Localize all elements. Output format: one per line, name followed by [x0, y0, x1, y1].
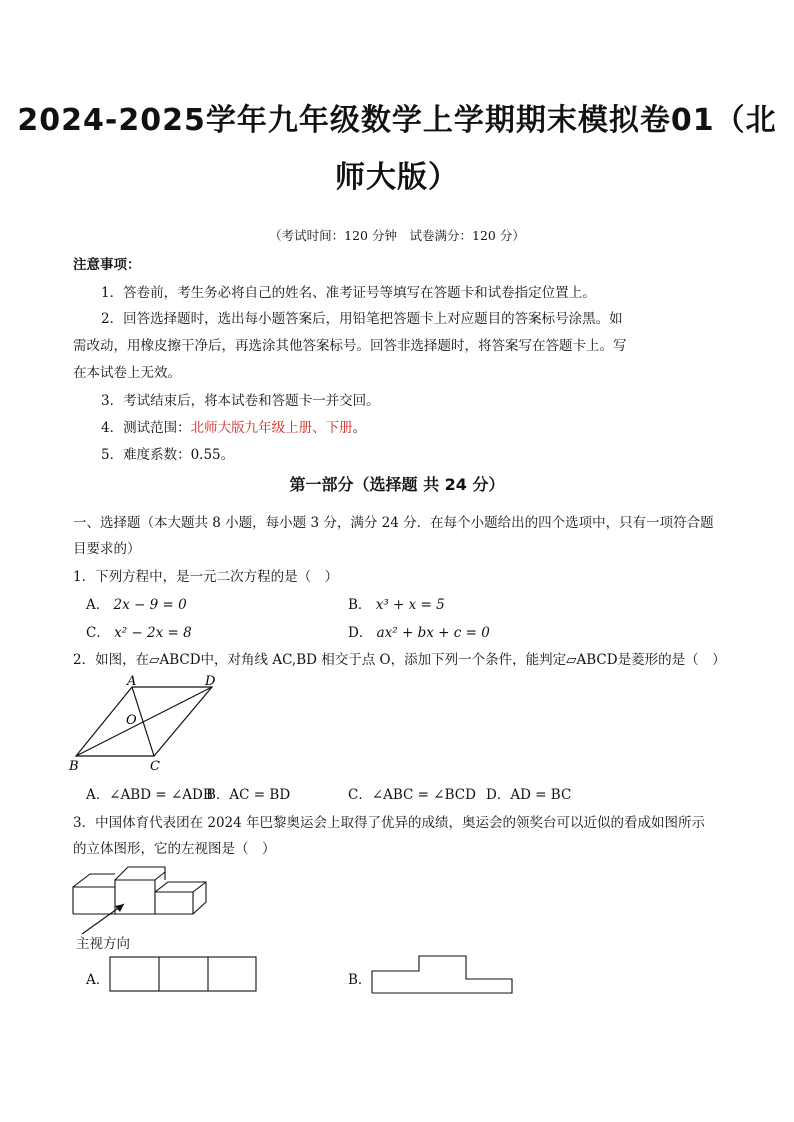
- section-intro-line1: 一、选择题（本大题共 8 小题，每小题 3 分，满分 24 分．在每个小题给出的四个选项中，只有一项符合题: [73, 515, 714, 531]
- notice-item-3: 3．考试结束后，将本试卷和答题卡一并交回。: [101, 393, 380, 409]
- notice-heading: 注意事项：: [73, 257, 141, 273]
- q1-option-c-text: x² − 2x = 8: [114, 625, 192, 641]
- vertex-d-label: D: [205, 674, 216, 689]
- q1-option-c-label: C．: [86, 625, 110, 641]
- q2-option-d: D．AD = BC: [486, 787, 572, 803]
- q1-option-d-text: ax² + bx + c = 0: [376, 625, 490, 641]
- q3-option-a-label: A．: [86, 972, 110, 988]
- q1-option-b-label: B．: [348, 597, 372, 613]
- notice-item-4-prefix: 4．测试范围：: [101, 420, 191, 436]
- page-title-line2: 师大版）: [335, 160, 459, 195]
- q1-option-a-text: 2x − 9 = 0: [113, 597, 187, 613]
- q1-option-d: [348, 621, 490, 641]
- notice-item-4: [101, 416, 366, 436]
- arrow-head: [115, 904, 124, 912]
- notice-item-2-line3: 在本试卷上无效。: [73, 365, 181, 381]
- parallelogram-figure: [66, 674, 236, 774]
- vertex-a-label: A: [127, 674, 137, 689]
- section-intro-line2: 目要求的）: [73, 541, 141, 557]
- q3-stem-line2: 的立体图形，它的左视图是（ ）: [73, 841, 276, 857]
- q1-option-c: [86, 621, 192, 641]
- center-o-label: O: [126, 713, 137, 728]
- podium-3d-figure: [70, 862, 220, 942]
- q2-option-c: C．∠ABC = ∠BCD: [348, 787, 476, 803]
- notice-item-2-line1: 2．回答选择题时，选出每小题答案后，用铅笔把答题卡上对应题目的答案标号涂黑。如: [101, 311, 623, 327]
- q3-stem-line1: 3．中国体育代表团在 2024 年巴黎奥运会上取得了优异的成绩，奥运会的领奖台可以近似的看成如图所示: [73, 815, 706, 831]
- q3-option-b-figure: [370, 954, 516, 996]
- vertex-b-label: B: [69, 759, 79, 774]
- vertex-c-label: C: [150, 759, 160, 774]
- q1-option-a-label: A．: [86, 597, 110, 613]
- q1-option-b: [348, 593, 445, 613]
- notice-item-5: 5．难度系数：0.55。: [101, 447, 235, 463]
- q2-option-a: A．∠ABD = ∠ADB: [86, 787, 213, 803]
- notice-item-1: 1．答卷前，考生务必将自己的姓名、准考证号等填写在答题卡和试卷指定位置上。: [101, 285, 596, 301]
- q1-stem: 1．下列方程中，是一元二次方程的是（ ）: [73, 569, 339, 585]
- notice-item-4-suffix: 。: [352, 420, 367, 436]
- page-title-line1: 2024-2025学年九年级数学上学期期末模拟卷01（北: [17, 103, 777, 138]
- q3-option-a-figure: [108, 955, 260, 995]
- q2-stem: 2．如图，在▱ABCD中，对角线 AC,BD 相交于点 O，添加下列一个条件，能判定▱ABCD是菱形的是（ ）: [73, 652, 726, 668]
- view-direction-label: 主视方向: [76, 936, 130, 952]
- test-scope: 北师大版九年级上册、下册: [190, 420, 353, 436]
- diagonal-bd: [76, 687, 212, 756]
- exam-info: （考试时间：120 分钟 试卷满分：120 分）: [269, 228, 525, 243]
- q3-option-b-label: B．: [348, 972, 372, 988]
- part1-heading: 第一部分（选择题 共 24 分）: [289, 475, 505, 494]
- notice-item-2-line2: 需改动，用橡皮擦干净后，再选涂其他答案标号。回答非选择题时，将答案写在答题卡上。写: [73, 338, 627, 354]
- q2-option-b: B．AC = BD: [206, 787, 291, 803]
- podium-front: [73, 880, 193, 914]
- q1-option-d-label: D．: [348, 625, 373, 641]
- q1-option-b-text: x³ + x = 5: [375, 597, 445, 613]
- q1-option-a: [86, 593, 187, 613]
